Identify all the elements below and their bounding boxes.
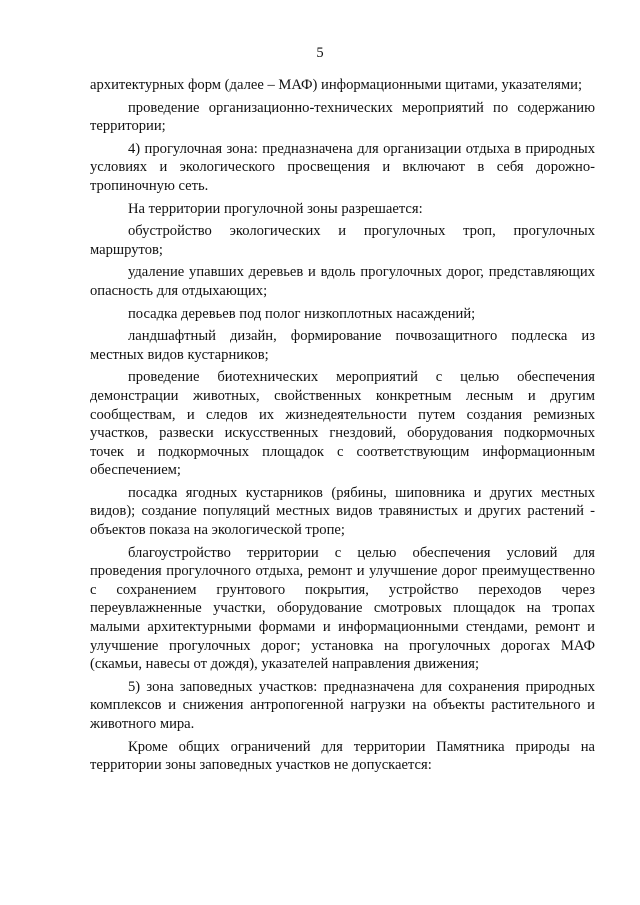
paragraph: обустройство экологических и прогулочных троп, прогулочных маршрутов; (90, 223, 595, 258)
paragraph: 5) зона заповедных участков: предназначена для сохранения природных комплексов и снижения антропогенной нагрузки на объекты растительного и животного мира. (90, 678, 595, 732)
paragraph: 4) прогулочная зона: предназначена для организации отдыха в природных условиях и экологического просвещения и включают в себя дорожно-тропиночную сеть. (90, 140, 595, 194)
paragraph: проведение биотехнических мероприятий с целью обеспечения демонстрации животных, свойственных конкретным лесным и другим сообществам, и следов их жизнедеятельности путем создания ремизных участков, развески искусственных гнездовий, оборудования подкормочных точек и подкормочных площадок с соответствующим информационным обеспечением; (90, 369, 595, 479)
paragraph: Кроме общих ограничений для территории Памятника природы на территории зоны заповедных участков не допускается: (90, 738, 595, 774)
paragraph: На территории прогулочной зоны разрешается: (128, 200, 423, 217)
paragraph: посадка деревьев под полог низкоплотных насаждений; (128, 305, 476, 322)
paragraph: посадка ягодных кустарников (рябины, шиповника и других местных видов); создание популяций местных видов травянистых и других растений - объектов показа на экологической тропе; (90, 484, 595, 539)
paragraph: проведение организационно-технических мероприятий по содержанию территории; (90, 99, 595, 135)
page-number: 5 (316, 45, 324, 61)
paragraph: благоустройство территории с целью обеспечения условий для проведения прогулочного отдыха, ремонт и улучшение дорог преимущественно с сохранением грунтового покрытия, устройство переходов через переувлажненные участки, оборудование смотровых площадок на тропах малыми архитектурными формами и информационными стендами, ремонт и улучшение прогулочных дорог; установка на прогулочных дорогах МАФ (скамьи, навесы от дождя), указателей направления движения; (90, 544, 595, 673)
paragraph: удаление упавших деревьев и вдоль прогулочных дорог, представляющих опасность для отдыхающих; (90, 264, 595, 299)
paragraph: ландшафтный дизайн, формирование почвозащитного подлеска из местных видов кустарников; (90, 328, 595, 363)
document-body (90, 76, 595, 775)
paragraph: архитектурных форм (далее – МАФ) информационными щитами, указателями; (90, 77, 583, 93)
